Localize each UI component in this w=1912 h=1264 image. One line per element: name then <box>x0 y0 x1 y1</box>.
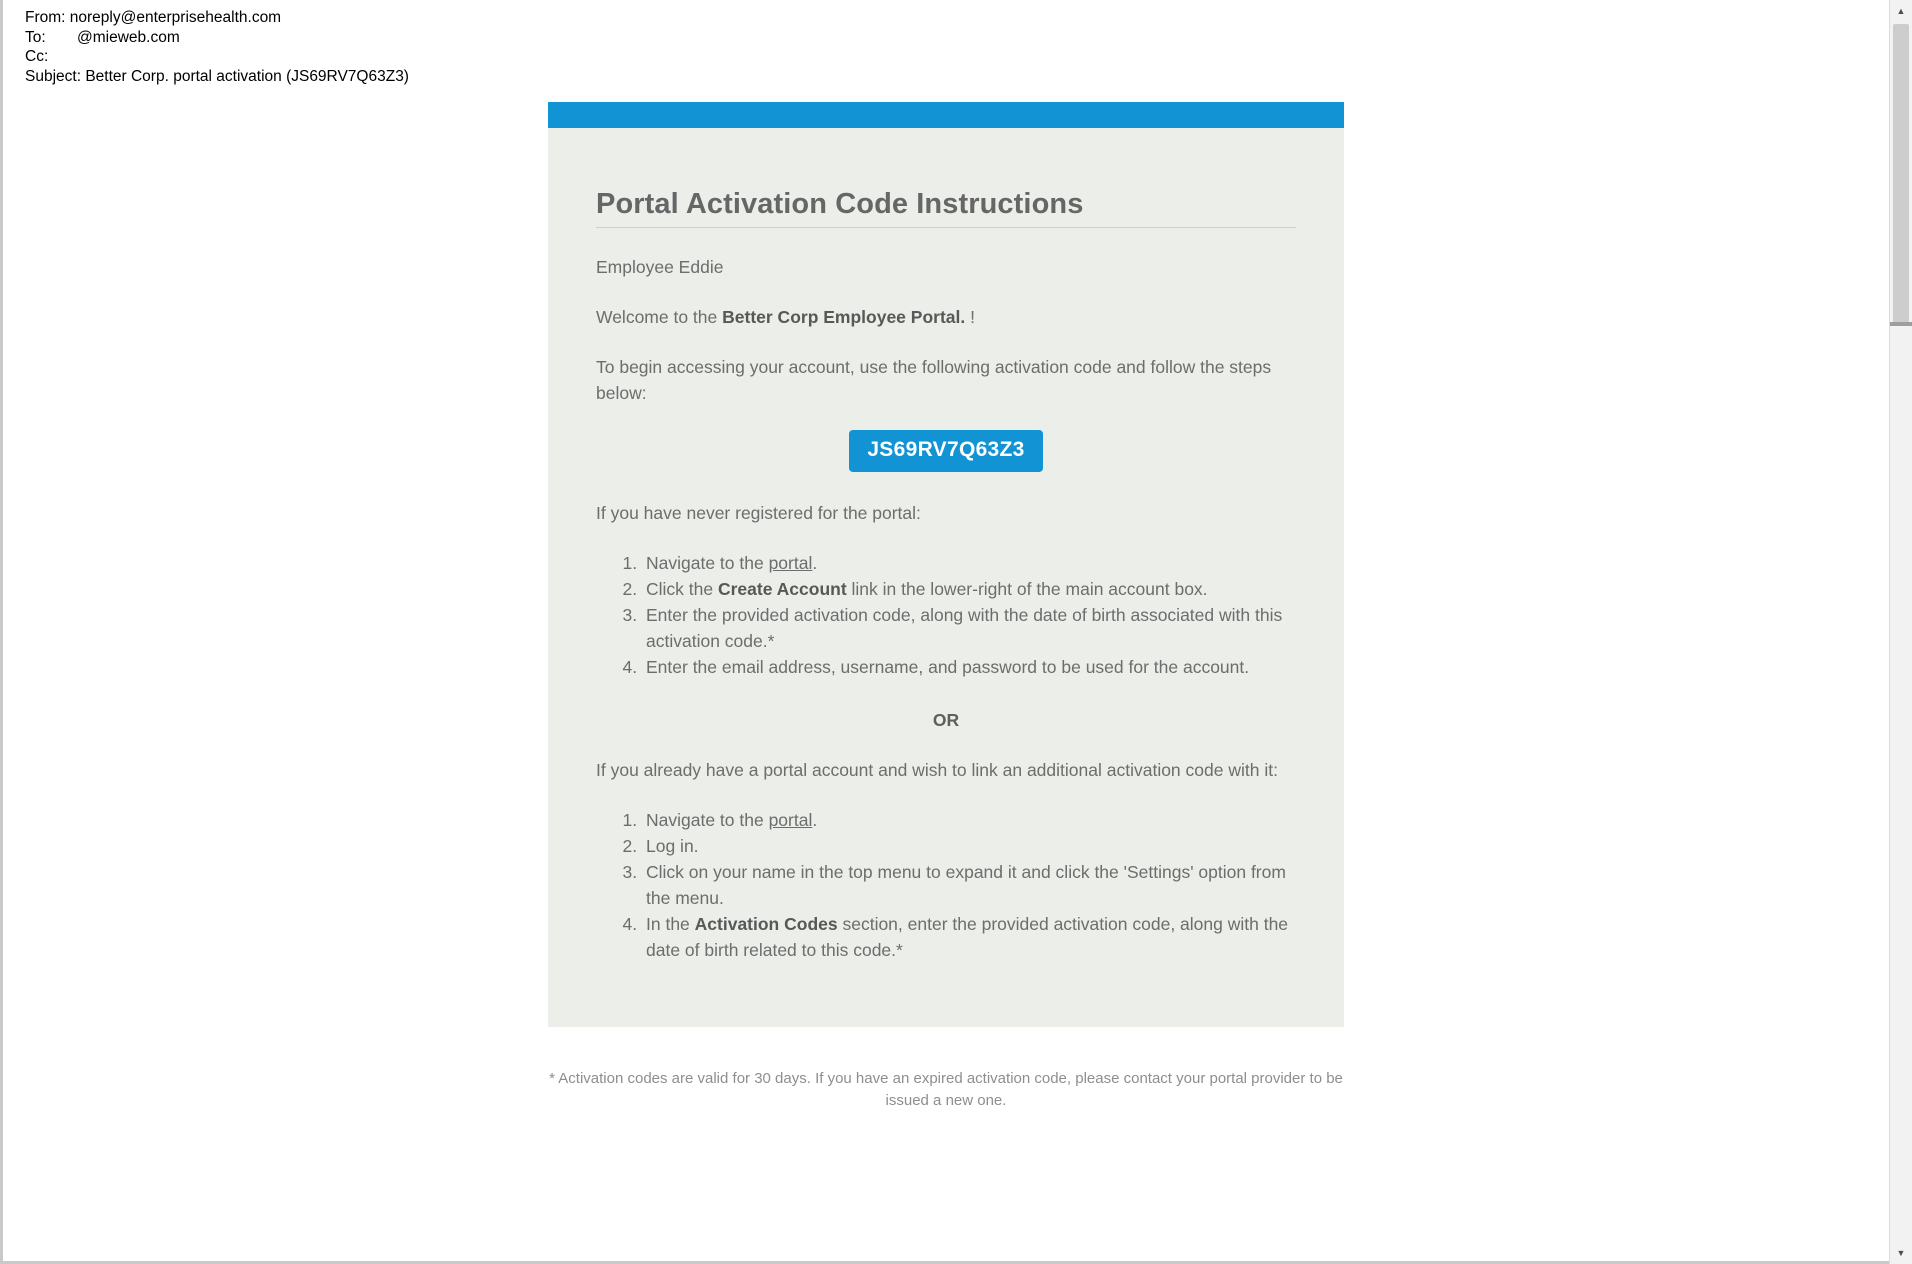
activation-code-badge[interactable]: JS69RV7Q63Z3 <box>849 430 1042 472</box>
step-emphasis: Create Account <box>717 579 847 599</box>
email-header-to <box>25 28 409 48</box>
to-value: @mieweb.com <box>77 28 180 46</box>
page-title: Portal Activation Code Instructions <box>596 188 1084 220</box>
step-text-pre: Click the <box>646 579 718 599</box>
step-emphasis: Activation Codes <box>694 914 838 934</box>
step-text-pre: Log in. <box>646 836 699 856</box>
intro-text: To begin accessing your account, use the following activation code and follow the steps below: <box>596 357 1272 403</box>
portal-link[interactable]: portal <box>768 810 813 830</box>
scroll-down-icon[interactable]: ▼ <box>1890 1242 1912 1264</box>
email-header-from <box>25 8 409 28</box>
step-text-pre: Click on your name in the top menu to expand it and click the 'Settings' option from the menu. <box>646 862 1286 908</box>
or-divider: OR <box>932 710 960 730</box>
card-accent-bar <box>548 102 1344 128</box>
list-item <box>642 550 1296 576</box>
existing-account-heading: If you already have a portal account and wish to link an additional activation code with it: <box>596 760 1278 780</box>
never-registered-heading: If you have never registered for the portal: <box>596 503 921 523</box>
activation-code-container <box>596 430 1296 472</box>
to-label: To: <box>25 28 46 46</box>
footer-note: * Activation codes are valid for 30 days. If you have an expired activation code, please contact your portal provider to be issued a new one. <box>549 1070 1343 1109</box>
never-registered-steps <box>596 550 1296 680</box>
existing-account-steps <box>596 807 1296 963</box>
portal-link[interactable]: portal <box>768 553 813 573</box>
list-item <box>642 807 1296 833</box>
step-text-post: link in the lower-right of the main account box. <box>846 579 1208 599</box>
from-value: noreply@enterprisehealth.com <box>69 9 282 26</box>
scrollbar-notch <box>1890 322 1912 326</box>
greeting-text: Employee Eddie <box>596 257 724 277</box>
list-item <box>642 576 1296 602</box>
step-text-pre: Enter the email address, username, and password to be used for the account. <box>646 657 1250 677</box>
step-text-pre: Enter the provided activation code, along with the date of birth associated with this activation code.* <box>646 605 1283 651</box>
step-text-pre: Navigate to the <box>646 810 769 830</box>
vertical-scrollbar[interactable] <box>1889 0 1912 1264</box>
cc-label: Cc: <box>25 48 49 65</box>
subject-value: Better Corp. portal activation (JS69RV7Q63Z3) <box>85 67 409 85</box>
list-item <box>642 833 1296 859</box>
list-item <box>642 859 1296 911</box>
email-header-cc <box>25 47 409 67</box>
email-header-block <box>25 8 409 86</box>
scroll-up-icon[interactable]: ▲ <box>1890 0 1912 22</box>
list-item <box>642 654 1296 680</box>
email-body-card <box>548 102 1344 1027</box>
welcome-suffix: ! <box>965 307 975 327</box>
welcome-prefix: Welcome to the <box>596 307 723 327</box>
scrollbar-thumb[interactable] <box>1893 24 1909 324</box>
step-text-post: section, enter the provided activation code, along with the date of birth related to this code.* <box>646 914 1289 960</box>
title-divider <box>596 227 1296 228</box>
step-text-pre: In the <box>646 914 695 934</box>
subject-label: Subject: <box>25 67 82 85</box>
step-text-post: . <box>812 810 818 830</box>
from-label: From: <box>25 9 66 26</box>
list-item <box>642 602 1296 654</box>
welcome-text <box>596 304 1296 330</box>
step-text-pre: Navigate to the <box>646 553 769 573</box>
list-item <box>642 911 1296 963</box>
card-content <box>548 128 1344 1027</box>
step-text-post: . <box>812 553 818 573</box>
portal-name: Better Corp Employee Portal. <box>722 307 966 327</box>
email-header-subject <box>25 67 409 87</box>
